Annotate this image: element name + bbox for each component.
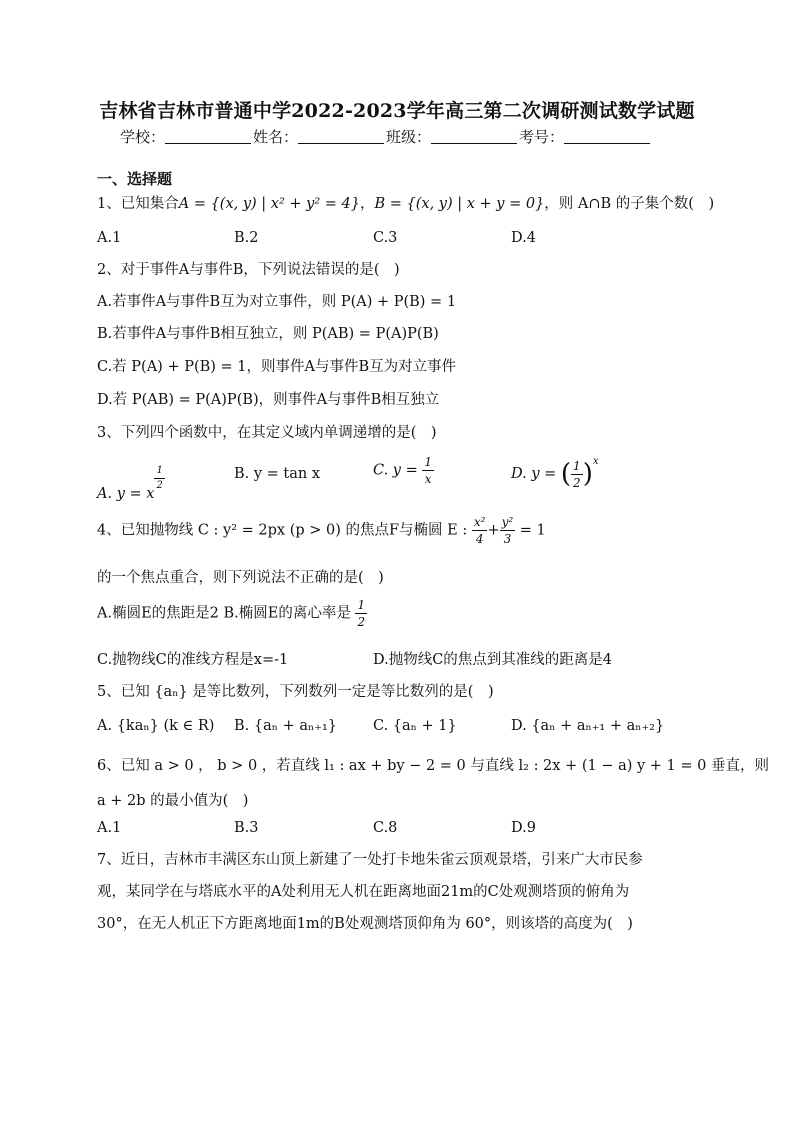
q3-option-c-fraction — [422, 456, 434, 485]
q3-d-num: 1 — [573, 458, 581, 473]
q4-stem-continued: 的一个焦点重合，则下列说法不正确的是( ) — [97, 570, 384, 586]
question-4-stem — [97, 516, 546, 545]
q1-stem-start: 1、已知集合 — [97, 196, 179, 212]
student-info-line — [120, 126, 652, 147]
q3-option-a-text: A. y = x — [97, 486, 155, 502]
q4-stem-start: 4、已知抛物线 C : y² = 2px (p > 0) 的焦点F与椭圆 E : — [97, 522, 468, 539]
school-blank[interactable] — [165, 128, 251, 144]
q1-option-b: B.2 — [234, 230, 259, 246]
q4-frac1-num: x² — [473, 515, 486, 529]
question-1-stem — [97, 192, 714, 213]
q1-option-d: D.4 — [511, 230, 536, 246]
q1-separator: ， — [359, 196, 375, 212]
section-heading: 一、选择题 — [97, 170, 173, 188]
question-2-stem: 2、对于事件A与事件B，下列说法错误的是( ) — [97, 262, 400, 278]
q5-option-b: B. {aₙ + aₙ₊₁} — [234, 718, 337, 734]
q3-d-exponent: x — [592, 456, 599, 467]
q3-d-den: 2 — [573, 475, 581, 490]
q4-ellipse-frac-1 — [472, 516, 488, 545]
question-7-line-3: 30°，在无人机正下方距离地面1m的B处观测塔顶仰角为 60°，则该塔的高度为( ) — [97, 916, 633, 932]
q2-option-c: C.若 P(A) + P(B) = 1，则事件A与事件B互为对立事件 — [97, 359, 457, 375]
name-label: 姓名： — [253, 128, 299, 146]
q4-b-num: 1 — [357, 598, 366, 612]
q4-option-a-b — [97, 599, 367, 628]
q5-option-c: C. {aₙ + 1} — [373, 718, 457, 734]
exam-no-blank[interactable] — [564, 128, 650, 144]
q6-option-a: A.1 — [97, 820, 122, 836]
q6-option-b: B.3 — [234, 820, 259, 836]
q5-option-d: D. {aₙ + aₙ₊₁ + aₙ₊₂} — [511, 718, 665, 734]
q3-option-d-fraction — [571, 460, 583, 489]
q5-option-a: A. {kaₙ} (k ∈ R) — [97, 718, 215, 734]
q3-option-a — [97, 466, 165, 502]
q4-option-a: A.椭圆E的焦距是2 — [97, 605, 219, 622]
q3-c-den: x — [422, 470, 434, 485]
q2-option-d: D.若 P(AB) = P(A)P(B)，则事件A与事件B相互独立 — [97, 392, 440, 408]
q3-a-exp-den: 2 — [156, 480, 163, 491]
q2-option-b: B.若事件A与事件B相互独立，则 P(AB) = P(A)P(B) — [97, 326, 439, 342]
q4-b-den: 2 — [357, 615, 366, 629]
q3-option-c-text: C. y = — [373, 462, 418, 479]
question-3-stem: 3、下列四个函数中，在其定义域内单调递增的是( ) — [97, 425, 437, 441]
q4-option-b: B.椭圆E的离心率是 — [223, 605, 351, 622]
q3-c-num: 1 — [424, 455, 432, 469]
q6-option-d: D.9 — [511, 820, 536, 836]
q4-ellipse-frac-2 — [500, 516, 516, 545]
name-blank[interactable] — [298, 128, 384, 144]
q3-option-b: B. y = tan x — [234, 466, 321, 482]
question-6-stem: 6、已知 a > 0 ， b > 0 ，若直线 l₁ : ax + by − 2 = 0 与直线 l₂ : 2x + (1 − a) y + 1 = 0 垂直，则 — [97, 758, 769, 774]
q3-option-a-exponent — [154, 466, 164, 491]
q3-a-exp-num: 1 — [156, 465, 163, 476]
q4-frac2-den: 3 — [500, 530, 516, 545]
q1-set-a: A = {(x, y) | x² + y² = 4} — [178, 196, 360, 212]
q4-equals: = 1 — [519, 522, 546, 539]
exam-no-label: 考号： — [519, 128, 565, 146]
q4-option-c: C.抛物线C的准线方程是x=-1 — [97, 652, 289, 668]
q2-option-a: A.若事件A与事件B互为对立事件，则 P(A) + P(B) = 1 — [97, 294, 457, 310]
school-label: 学校： — [120, 128, 166, 146]
q4-plus: + — [487, 522, 500, 539]
q4-option-b-fraction — [355, 599, 367, 628]
q6-option-c: C.8 — [373, 820, 398, 836]
q3-d-right-paren: ) — [582, 459, 593, 489]
question-7-line-1: 7、近日，吉林市丰满区东山顶上新建了一处打卡地朱雀云顶观景塔，引来广大市民参 — [97, 852, 643, 868]
q3-option-c — [373, 456, 434, 485]
q1-option-a: A.1 — [97, 230, 122, 246]
q1-option-c: C.3 — [373, 230, 398, 246]
q3-d-left-paren: ( — [560, 459, 572, 489]
q4-frac2-num: y² — [501, 515, 514, 529]
q1-set-b: B = {(x, y) | x + y = 0} — [374, 196, 545, 212]
page-title: 吉林省吉林市普通中学2022-2023学年高三第二次调研测试数学试题 — [99, 100, 695, 122]
q3-option-d — [511, 456, 598, 489]
class-blank[interactable] — [431, 128, 517, 144]
question-7-line-2: 观，某同学在与塔底水平的A处利用无人机在距离地面21m的C处观测塔顶的俯角为 — [97, 884, 630, 900]
class-label: 班级： — [386, 128, 432, 146]
q1-stem-end: ，则 A∩B 的子集个数( ) — [544, 196, 715, 212]
question-5-stem: 5、已知 {aₙ} 是等比数列，下列数列一定是等比数列的是( ) — [97, 684, 494, 700]
q6-stem-continued: a + 2b 的最小值为( ) — [97, 793, 249, 809]
q4-option-d: D.抛物线C的焦点到其准线的距离是4 — [373, 652, 613, 668]
q3-option-d-text: D. y = — [511, 466, 557, 482]
q4-frac1-den: 4 — [472, 530, 488, 545]
